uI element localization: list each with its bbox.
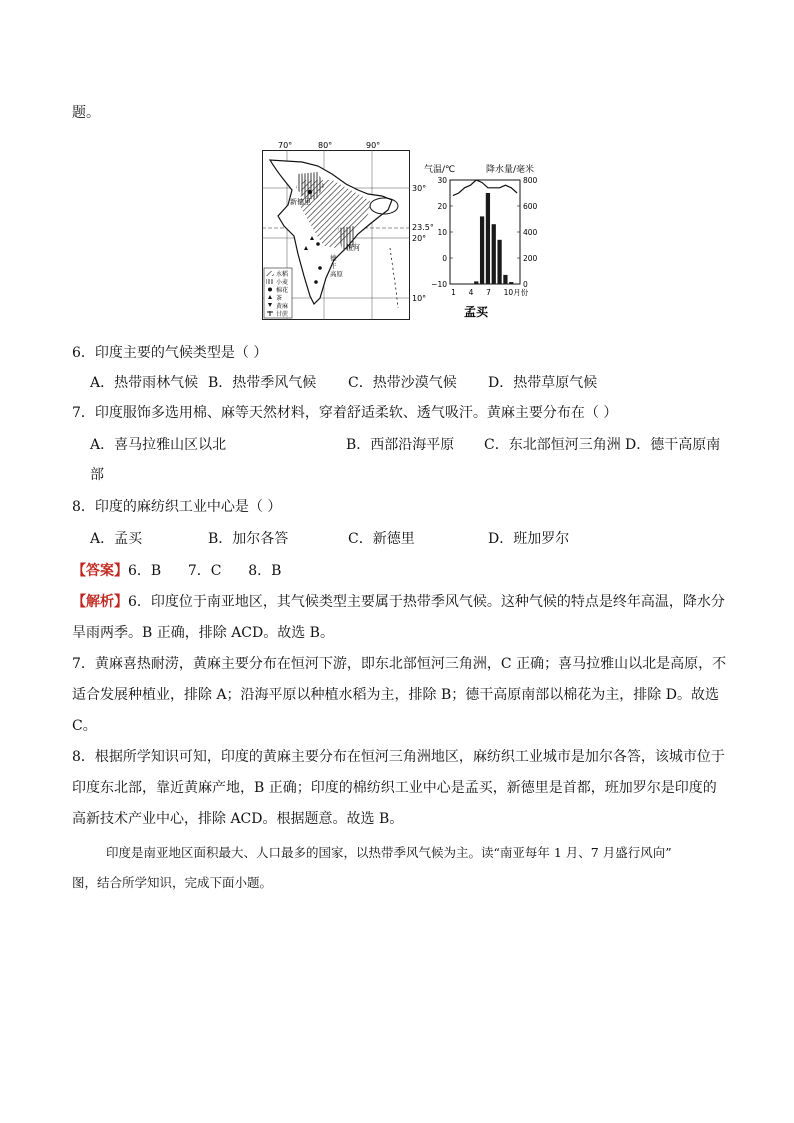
lon-label-80: 80° bbox=[318, 141, 333, 150]
answer-line bbox=[72, 562, 281, 580]
q7-option-a[interactable]: A．喜马拉雅山区以北 bbox=[90, 437, 227, 453]
q7-option-c[interactable]: C．东北部恒河三角洲 bbox=[484, 437, 621, 453]
right-tick-label: 400 bbox=[523, 228, 538, 237]
q7-stem: 7．印度服饰多选用棉、麻等天然材料，穿着舒适柔软、透气吸汗。黄麻主要分布在（ ） bbox=[72, 405, 618, 421]
x-tick-label: 4 bbox=[468, 288, 474, 297]
precipitation-bar bbox=[474, 281, 478, 284]
lat-label-20: 20° bbox=[412, 234, 427, 243]
answer-label: 【答案】 bbox=[72, 563, 128, 579]
x-tick-label: 10月份 bbox=[503, 288, 529, 297]
city-label: 孟买 bbox=[464, 305, 489, 319]
analysis-text-1: 6．印度位于南亚地区，其气候类型主要属于热带季风气候。这种气候的特点是终年高温，降水分 bbox=[128, 594, 725, 610]
q8-option-c[interactable]: C．新德里 bbox=[348, 531, 415, 547]
right-tick-label: 600 bbox=[523, 202, 538, 211]
chart-left-title: 气温/℃ bbox=[424, 165, 456, 175]
deccan-label-2: 干 bbox=[330, 262, 337, 270]
q7-option-d[interactable]: D．德干高原南 bbox=[625, 437, 721, 453]
plot-frame bbox=[450, 180, 520, 284]
q8-option-a[interactable]: A．孟买 bbox=[90, 531, 143, 547]
left-tick-label: 0 bbox=[442, 254, 447, 263]
q7-option-b[interactable]: B．西部沿海平原 bbox=[346, 437, 455, 453]
precipitation-bar bbox=[492, 224, 496, 284]
answer-text: 6．B 7．C 8．B bbox=[128, 563, 282, 579]
deccan-label-3: 高原 bbox=[330, 270, 343, 278]
precipitation-bar bbox=[509, 282, 513, 284]
lat-label-23-5: 23.5° bbox=[412, 223, 434, 232]
precipitation-bar bbox=[497, 240, 501, 284]
left-tick-label: 20 bbox=[437, 202, 447, 211]
lat-label-10: 10° bbox=[412, 294, 427, 303]
map-graticule-labels bbox=[262, 138, 442, 328]
analysis-line-5: C。 bbox=[72, 718, 97, 734]
x-tick-label: 7 bbox=[486, 288, 491, 297]
q8-option-b[interactable]: B．加尔各答 bbox=[208, 531, 289, 547]
left-tick-label: 30 bbox=[437, 176, 447, 185]
legend-cotton: 棉花 bbox=[276, 287, 289, 294]
q7-option-wrap: 部 bbox=[90, 467, 104, 483]
x-tick-label: 1 bbox=[451, 288, 456, 297]
q6-option-b[interactable]: B．热带季风气候 bbox=[208, 375, 317, 391]
precipitation-bar bbox=[480, 216, 484, 284]
legend-tea: 茶 bbox=[276, 295, 283, 302]
q8-option-d[interactable]: D．班加罗尔 bbox=[488, 531, 570, 547]
precipitation-bar bbox=[503, 275, 507, 284]
q8-stem: 8．印度的麻纺织工业中心是（ ） bbox=[72, 499, 282, 515]
right-tick-label: 0 bbox=[523, 280, 528, 289]
analysis-line-3: 7．黄麻喜热耐涝，黄麻主要分布在恒河下游，即东北部恒河三角洲，C 正确；喜马拉雅山以北是高原，不 bbox=[72, 656, 727, 672]
lat-label-30: 30° bbox=[412, 184, 427, 193]
deccan-label-1: 德 bbox=[330, 254, 337, 262]
analysis-line-7: 印度东北部，靠近黄麻产地，B 正确；印度的棉纺织工业中心是孟买，新德里是首都，班加罗尔是印度的 bbox=[72, 780, 717, 796]
next-intro-line-2: 图，结合所学知识，完成下面小题。 bbox=[72, 875, 273, 890]
right-tick-label: 200 bbox=[523, 254, 538, 263]
left-tick-label: −10 bbox=[431, 280, 447, 289]
ganges-label: 恒河 bbox=[346, 244, 360, 252]
new-delhi-label: 新德里 bbox=[290, 198, 311, 206]
mumbai-climate-chart bbox=[424, 164, 544, 324]
intro-tail: 题。 bbox=[72, 105, 100, 121]
q6-option-a[interactable]: A．热带雨林气候 bbox=[90, 375, 199, 391]
analysis-line-6: 8．根据所学知识可知，印度的黄麻主要分布在恒河三角洲地区，麻纺织工业城市是加尔各答，该城市位于 bbox=[72, 749, 725, 765]
analysis-line-1 bbox=[72, 593, 725, 611]
chart-right-title: 降水量/毫米 bbox=[486, 165, 535, 175]
next-intro-line-1: 印度是南亚地区面积最大、人口最多的国家，以热带季风气候为主。读“南亚每年 1 月、7 月盛行风向” bbox=[106, 845, 672, 860]
q6-option-d[interactable]: D．热带草原气候 bbox=[488, 375, 598, 391]
right-tick-label: 800 bbox=[523, 176, 538, 185]
left-tick-label: 10 bbox=[437, 228, 447, 237]
legend-jute: 黄麻 bbox=[276, 303, 289, 310]
lon-label-90: 90° bbox=[366, 141, 381, 150]
analysis-line-8: 高新技术产业中心，排除 ACD。根据题意。故选 B。 bbox=[72, 811, 404, 827]
analysis-line-2: 旱雨两季。B 正确，排除 ACD。故选 B。 bbox=[72, 625, 334, 641]
lon-label-70: 70° bbox=[278, 141, 293, 150]
q6-option-c[interactable]: C．热带沙漠气候 bbox=[348, 375, 457, 391]
legend-sugarcane: 甘蔗 bbox=[276, 311, 289, 318]
analysis-label: 【解析】 bbox=[72, 594, 128, 610]
legend-wheat: 小麦 bbox=[276, 279, 289, 286]
analysis-line-4: 适合发展种植业，排除 A；沿海平原以种植水稻为主，排除 B；德干高原南部以棉花为主，排除 D。故选 bbox=[72, 687, 719, 703]
legend-rice: 水稻 bbox=[276, 271, 289, 278]
precipitation-bar bbox=[486, 193, 490, 284]
q6-stem: 6．印度主要的气候类型是（ ） bbox=[72, 345, 268, 361]
